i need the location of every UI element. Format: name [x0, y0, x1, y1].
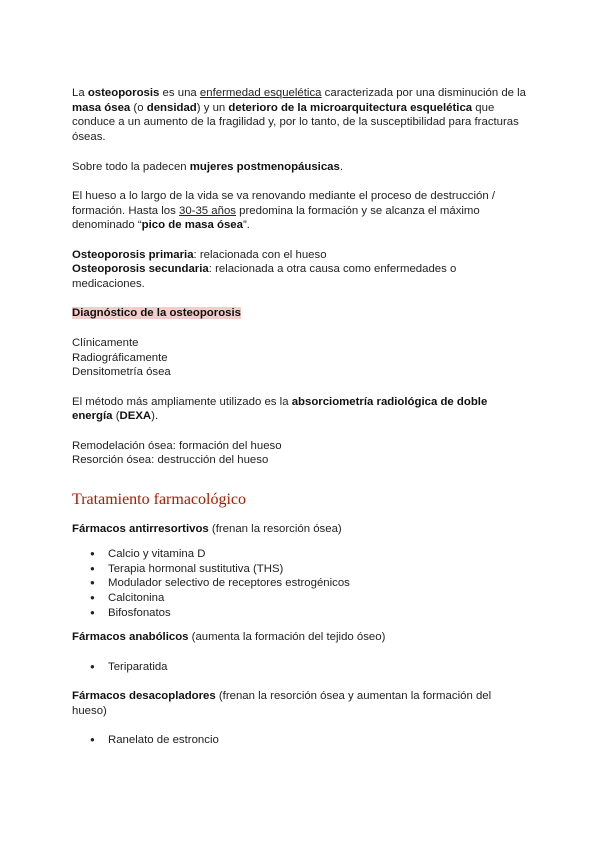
text-run: ”.	[242, 219, 250, 232]
list-item: ● Calcitonina	[72, 591, 528, 606]
term-pico-masa-osea: pico de masa ósea	[141, 219, 243, 232]
term-osteoporosis-primaria: Osteoporosis primaria	[72, 248, 194, 261]
term-enfermedad-esqueletica: enfermedad esquelética	[199, 87, 322, 99]
text-run: El método más ampliamente utilizado es la	[72, 395, 292, 408]
document-page	[72, 86, 528, 748]
diagnosis-method: Densitometría ósea	[72, 366, 171, 379]
diagnosis-method: Radiográficamente	[72, 351, 168, 364]
drug-group-title	[72, 689, 528, 718]
affected-population-paragraph	[72, 160, 528, 175]
text-run: predomina la formación y se alcanza el máximo denominado “	[72, 204, 480, 232]
drug-group-desc: (frenan la resorción ósea y aumentan la formación del hueso)	[72, 690, 492, 717]
term-densidad: densidad	[146, 101, 197, 114]
drug-group-name: Fármacos antirresortivos	[72, 523, 209, 536]
diagnosis-heading	[72, 306, 528, 321]
term-absorciometria: absorciometría radiológica de doble energía	[72, 395, 488, 423]
list-item: ● Bifosfonatos	[72, 606, 528, 621]
list-item: ● Modulador selectivo de receptores estrogénicos	[72, 576, 528, 591]
intro-paragraph	[72, 86, 528, 145]
list-item: ● Ranelato de estroncio	[72, 733, 528, 748]
drug-list	[72, 733, 528, 748]
term-dexa: DEXA	[119, 410, 152, 423]
term-30-35-anos: 30-35 años	[179, 204, 236, 217]
term-microarquitectura: deterioro de la microarquitectura esquelética	[228, 101, 473, 114]
text-run: : relacionada con el hueso	[193, 248, 327, 261]
drug-list	[72, 547, 528, 621]
term-osteoporosis-secundaria: Osteoporosis secundaria	[72, 263, 209, 276]
text-run: (o	[130, 101, 147, 114]
remodel-line: Remodelación ósea: formación del hueso	[72, 439, 282, 452]
text-run: es una	[159, 87, 200, 99]
drug-group-title	[72, 522, 528, 537]
text-run: El hueso a lo largo de la vida se va renovando mediante el proceso de destrucción / formación. Hasta los	[72, 189, 495, 217]
text-run: : relacionada a otra causa como enfermedades o medicaciones.	[72, 263, 457, 291]
drug-group-name: Fármacos anabólicos	[72, 631, 189, 644]
text-run: (	[112, 410, 120, 423]
term-osteoporosis: osteoporosis	[87, 87, 160, 99]
drug-group-desc: (aumenta la formación del tejido óseo)	[188, 631, 386, 644]
resorption-line: Resorción ósea: destrucción del hueso	[72, 454, 269, 467]
diagnosis-method: Clínicamente	[72, 336, 139, 349]
text-run: caracterizada por una disminución de la	[321, 87, 527, 99]
text-run: que conduce a un aumento de la fragilidad y, por lo tanto, de la susceptibilidad para fracturas óseas.	[72, 101, 519, 144]
drug-group-name: Fármacos desacopladores	[72, 690, 216, 703]
list-item: ● Terapia hormonal sustitutiva (THS)	[72, 562, 528, 577]
bone-renewal-paragraph	[72, 189, 528, 233]
treatment-heading: Tratamiento farmacológico	[72, 491, 247, 509]
text-run: La	[72, 87, 88, 99]
dexa-paragraph	[72, 395, 528, 424]
primary-osteoporosis-line	[72, 248, 528, 263]
term-masa-osea: masa ósea	[72, 101, 131, 114]
text-run: ) y un	[196, 101, 229, 114]
drug-group-title	[72, 630, 528, 645]
diagnosis-heading-text: Diagnóstico de la osteoporosis	[72, 307, 241, 320]
term-mujeres-postmenopausicas: mujeres postmenopáusicas	[189, 160, 340, 173]
secondary-osteoporosis-line	[72, 262, 528, 291]
list-item: ● Calcio y vitamina D	[72, 547, 528, 562]
drug-list	[72, 660, 528, 675]
text-run: Sobre todo la padecen	[72, 160, 190, 173]
text-run: .	[339, 160, 343, 173]
text-run: ).	[151, 410, 159, 423]
drug-group-desc: (frenan la resorción ósea)	[208, 523, 342, 536]
list-item: ● Teriparatida	[72, 660, 528, 675]
